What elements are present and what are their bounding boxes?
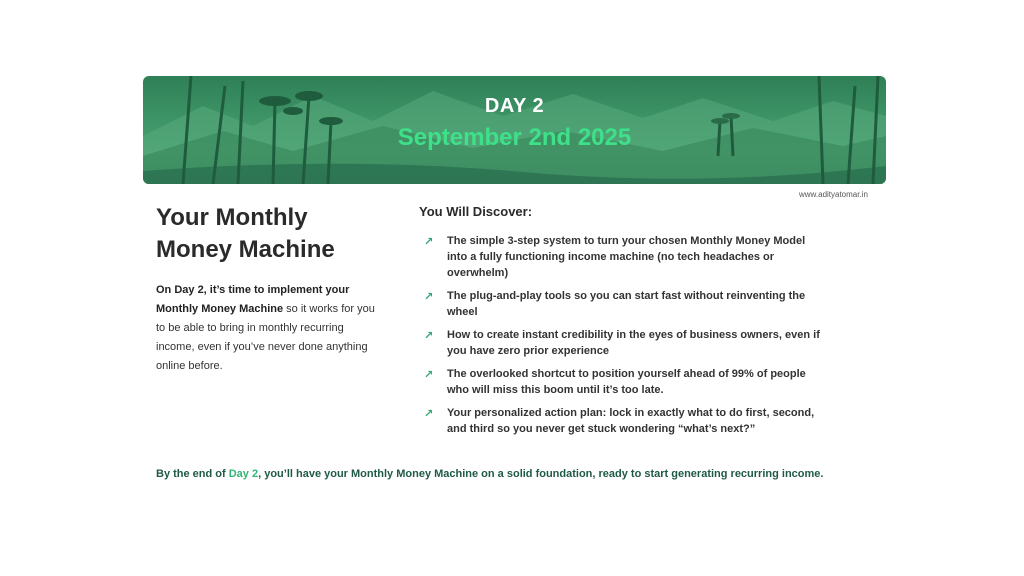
- intro-text: so it works for you to be able to bring in monthly recurring income, even if you’ve never done anything online before.: [156, 303, 375, 372]
- arrow-up-right-icon: ↗: [424, 369, 434, 381]
- section-title: Your Monthly Money Machine: [156, 204, 335, 263]
- list-item: [424, 327, 824, 359]
- list-item-text: Your personalized action plan: lock in exactly what to do first, second, and third so you never get stuck wondering “what’s next?”: [447, 407, 815, 435]
- website-watermark: www.adityatomar.in: [799, 190, 868, 199]
- list-item: [424, 405, 824, 437]
- intro-bold-text: On Day 2, it’s time to implement your Monthly Money Machine: [156, 284, 350, 315]
- list-item-text: How to create instant credibility in the eyes of business owners, even if you have zero prior experience: [447, 329, 820, 357]
- summary-highlight: Day 2: [228, 468, 259, 480]
- banner-date: September 2nd 2025: [397, 124, 632, 151]
- list-item: [424, 288, 824, 320]
- list-item-text: The overlooked shortcut to position yourself ahead of 99% of people who will miss this boom until it’s too late.: [447, 368, 806, 396]
- summary-line: [156, 468, 856, 480]
- arrow-up-right-icon: ↗: [424, 330, 434, 342]
- banner-day-label: DAY 2: [484, 95, 545, 117]
- list-item: [424, 233, 824, 281]
- list-item-text: The simple 3-step system to turn your chosen Monthly Money Model into a fully functioning income machine (no tech headaches or overwhelm): [447, 235, 806, 279]
- discover-heading: You Will Discover:: [419, 204, 533, 219]
- intro-paragraph: [156, 281, 381, 376]
- arrow-up-right-icon: ↗: [424, 291, 434, 303]
- arrow-up-right-icon: ↗: [424, 236, 434, 248]
- summary-prefix: By the end of: [156, 468, 229, 480]
- list-item: [424, 366, 824, 398]
- day-banner: [143, 76, 886, 184]
- discover-list: [424, 233, 824, 444]
- summary-suffix: , you’ll have your Monthly Money Machine on a solid foundation, ready to start generating recurring income.: [258, 468, 824, 480]
- list-item-text: The plug-and-play tools so you can start fast without reinventing the wheel: [447, 290, 806, 318]
- arrow-up-right-icon: ↗: [424, 408, 434, 420]
